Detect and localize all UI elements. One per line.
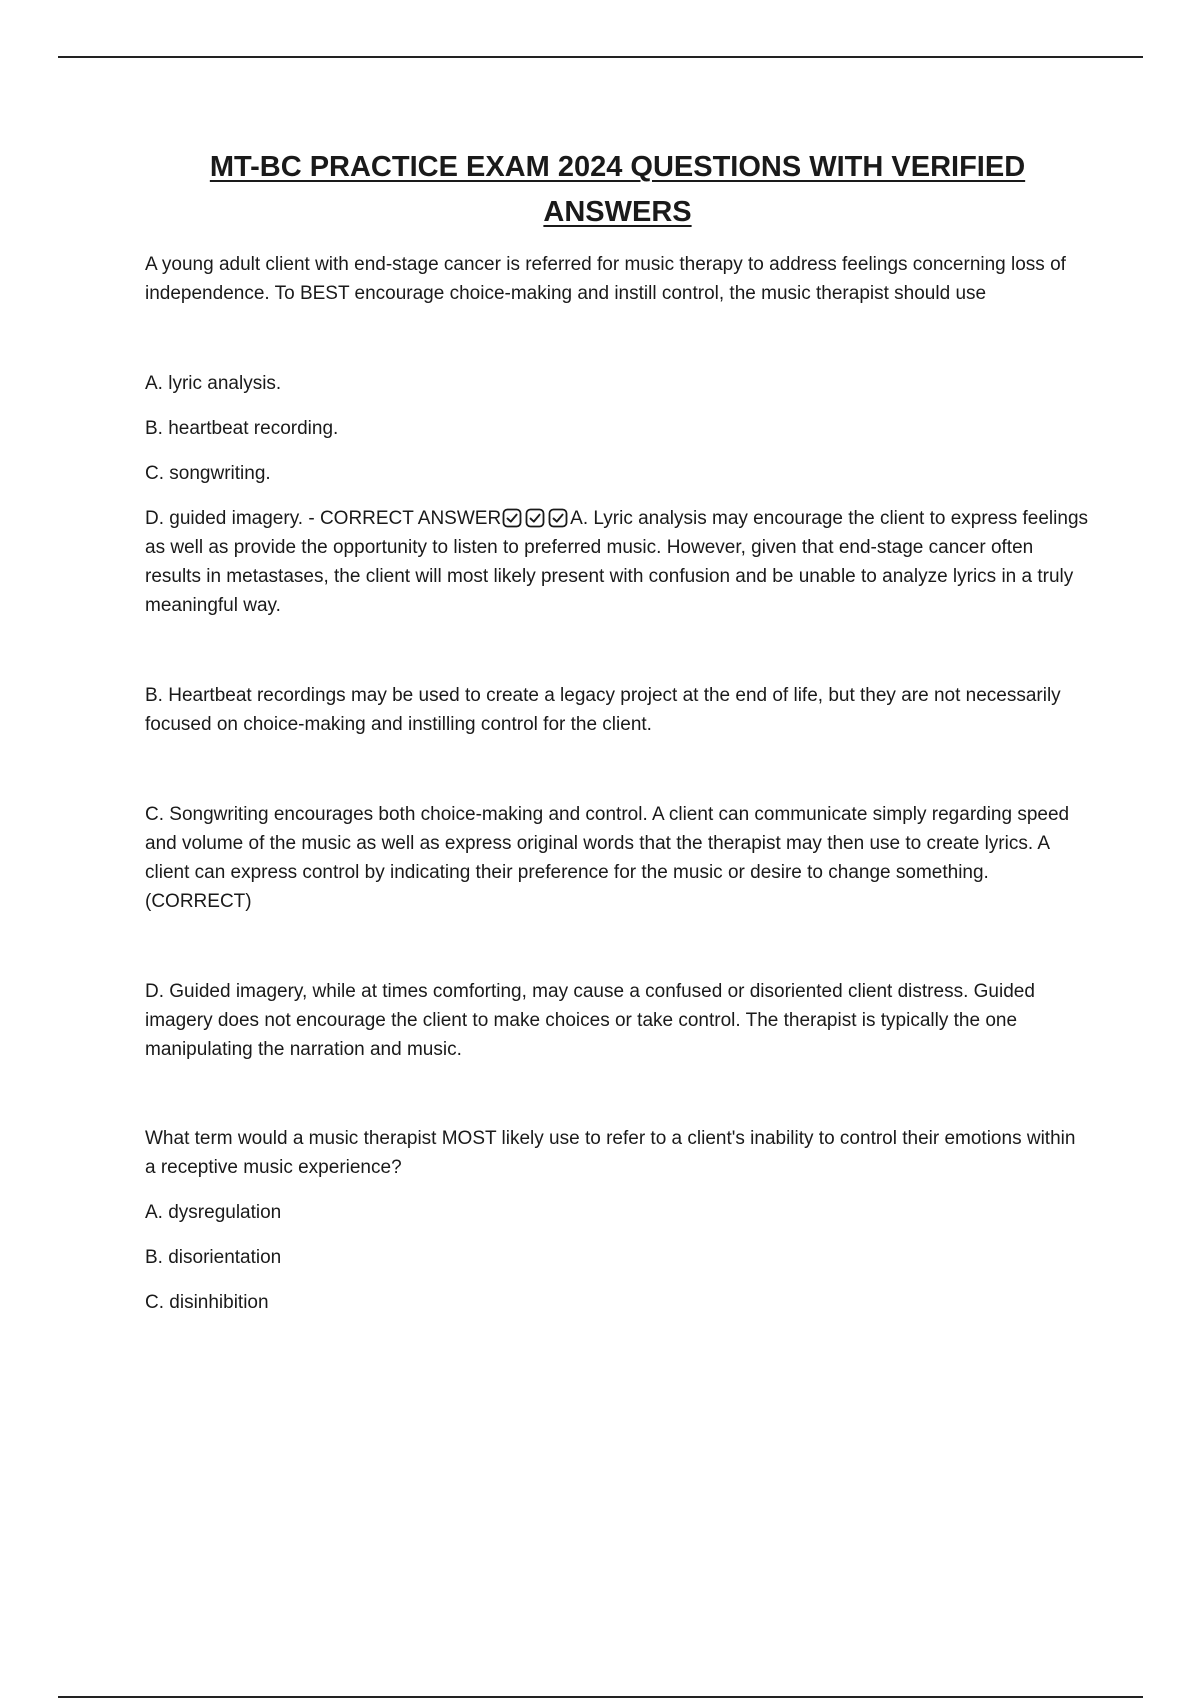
- question-2-stem: What term would a music therapist MOST likely use to refer to a client's inability to control their emotions within a receptive music experience?: [145, 1128, 1076, 1178]
- question-1-option-d-with-answer: [145, 504, 1090, 620]
- question-1-option-b: B. heartbeat recording.: [145, 418, 339, 439]
- checkbox-checked-icon: [548, 508, 568, 528]
- page-title: MT-BC PRACTICE EXAM 2024 QUESTIONS WITH VERIFIED ANSWERS: [209, 151, 1026, 228]
- checkbox-checked-icon: [525, 508, 545, 528]
- answer-explanation-d: D. Guided imagery, while at times comforting, may cause a confused or disoriented client distress. Guided imagery does not encourage the client to make choices or take control. The therapist is typically the one manipulating the narration and music.: [145, 981, 1035, 1060]
- question-2-option-c: C. disinhibition: [145, 1292, 269, 1313]
- header-rule: [58, 56, 1143, 58]
- question-2-option-b: B. disorientation: [145, 1247, 282, 1268]
- question-1-option-c: C. songwriting.: [145, 463, 271, 484]
- answer-explanation-b: B. Heartbeat recordings may be used to create a legacy project at the end of life, but they are not necessarily focused on choice-making and instilling control for the client.: [145, 685, 1061, 735]
- document-body: [145, 250, 1090, 1333]
- checkbox-checked-icon: [502, 508, 522, 528]
- question-1-option-a: A. lyric analysis.: [145, 373, 282, 394]
- question-1-stem: A young adult client with end-stage cancer is referred for music therapy to address feelings concerning loss of independence. To BEST encourage choice-making and instill control, the music therapist should use: [145, 254, 1066, 304]
- answer-explanation-a: A. Lyric analysis may encourage the client to express feelings as well as provide the opportunity to listen to preferred music. However, given that end-stage cancer often results in metastases, the client will most likely present with confusion and be unable to analyze lyrics in a truly meaningful way.: [145, 508, 1089, 616]
- question-2-option-a: A. dysregulation: [145, 1202, 282, 1223]
- answer-explanation-c: C. Songwriting encourages both choice-making and control. A client can communicate simply regarding speed and volume of the music as well as express original words that the therapist may then use to create lyrics. A client can express control by indicating their preference for the music or desire to change something. (CORRECT): [145, 804, 1070, 912]
- option-d-prefix: D. guided imagery. - CORRECT ANSWER: [145, 508, 502, 529]
- footer-rule: [58, 1696, 1143, 1698]
